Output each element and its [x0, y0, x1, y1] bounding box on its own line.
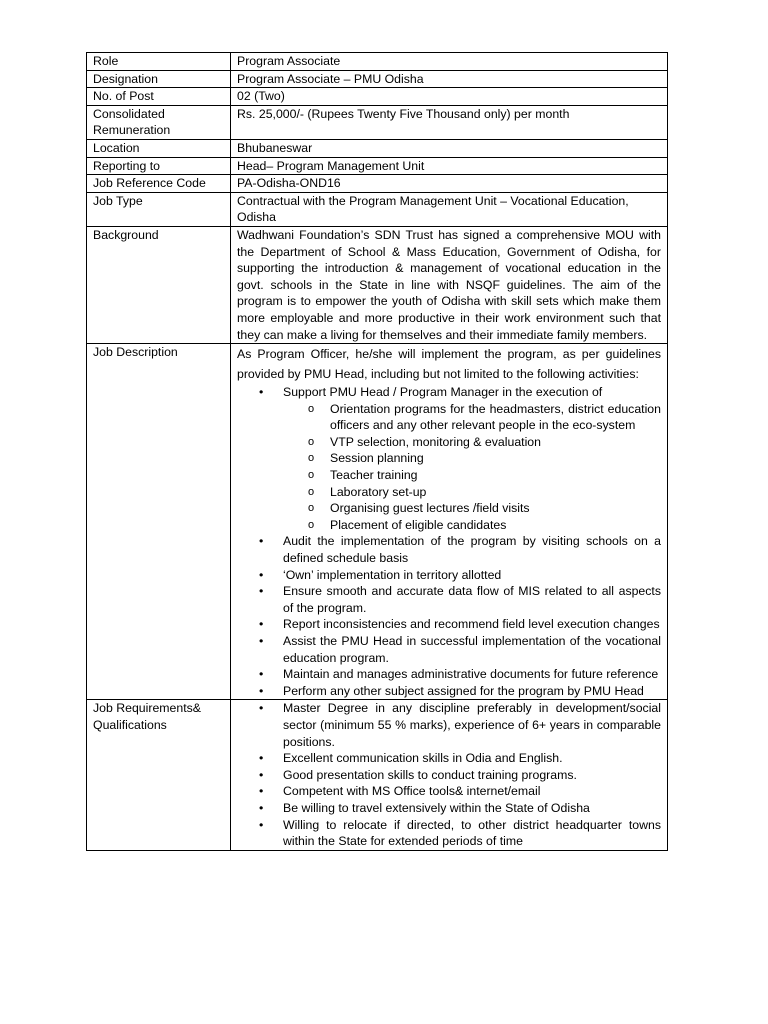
list-item	[283, 384, 661, 533]
reporting-value: Head– Program Management Unit	[231, 157, 668, 175]
list-item: • Be willing to travel extensively within the State of Odisha	[283, 800, 661, 817]
requirements-list	[237, 700, 661, 849]
job-description-intro: As Program Officer, he/she will implement the program, as per guidelines provided by PMU Head, including but not limited to the following activities:	[237, 347, 661, 381]
table-row	[87, 344, 668, 700]
table-row	[87, 157, 668, 175]
list-item: • Ensure smooth and accurate data flow of MIS related to all aspects of the program.	[283, 583, 661, 616]
table-row	[87, 139, 668, 157]
list-item: • Maintain and manages administrative documents for future reference	[283, 666, 661, 683]
list-item: • Master Degree in any discipline preferably in development/social sector (minimum 55 % marks), experience of 6+ years in comparable positions.	[283, 700, 661, 750]
remuneration-value: Rs. 25,000/- (Rupees Twenty Five Thousand only) per month	[231, 105, 668, 139]
sub-list-item: o Session planning	[330, 450, 661, 467]
background-value: Wadhwani Foundation’s SDN Trust has signed a comprehensive MOU with the Department of School & Mass Education, Government of Odisha, for supporting the introduction & management of vocational education in the govt. schools in the State in line with NSQF guidelines. The aim of the program is to empower the youth of Odisha with skill sets which make them more employable and more productive in their work environment such that they can make a living for themselves and their immediate family members.	[231, 226, 668, 343]
designation-label: Designation	[87, 70, 231, 88]
location-label: Location	[87, 139, 231, 157]
requirements-value	[231, 700, 668, 850]
location-value: Bhubaneswar	[231, 139, 668, 157]
role-value: Program Associate	[231, 53, 668, 71]
list-item: • Excellent communication skills in Odia and English.	[283, 750, 661, 767]
list-item: • Perform any other subject assigned for the program by PMU Head	[283, 683, 661, 700]
list-item: • Willing to relocate if directed, to other district headquarter towns within the State for extended periods of time	[283, 817, 661, 850]
table-row	[87, 700, 668, 850]
table-row	[87, 88, 668, 106]
list-item: • Audit the implementation of the program by visiting schools on a defined schedule basis	[283, 533, 661, 566]
jobtype-label: Job Type	[87, 192, 231, 226]
list-item: • Assist the PMU Head in successful implementation of the vocational education program.	[283, 633, 661, 666]
job-details-table	[86, 52, 668, 851]
background-label: Background	[87, 226, 231, 343]
reference-label: Job Reference Code	[87, 175, 231, 193]
table-row	[87, 192, 668, 226]
sub-list-item: o Organising guest lectures /field visits	[330, 500, 661, 517]
list-item: • Report inconsistencies and recommend field level execution changes	[283, 616, 661, 633]
reference-value: PA-Odisha-OND16	[231, 175, 668, 193]
table-row	[87, 53, 668, 71]
jobtype-value: Contractual with the Program Management Unit – Vocational Education, Odisha	[231, 192, 668, 226]
job-posting-document	[86, 52, 668, 851]
table-row	[87, 70, 668, 88]
posts-value: 02 (Two)	[231, 88, 668, 106]
sub-list-item: o Orientation programs for the headmasters, district education officers and any other relevant people in the eco-system	[330, 401, 661, 434]
list-item: • Competent with MS Office tools& internet/email	[283, 783, 661, 800]
sub-list-item: o Laboratory set-up	[330, 484, 661, 501]
job-description-label: Job Description	[87, 344, 231, 700]
sub-list-item: o Placement of eligible candidates	[330, 517, 661, 534]
table-row	[87, 105, 668, 139]
reporting-label: Reporting to	[87, 157, 231, 175]
sub-list-item: o VTP selection, monitoring & evaluation	[330, 434, 661, 451]
table-row	[87, 226, 668, 343]
designation-value: Program Associate – PMU Odisha	[231, 70, 668, 88]
sub-list-item: o Teacher training	[330, 467, 661, 484]
list-item: • ‘Own’ implementation in territory allotted	[283, 567, 661, 584]
requirements-label: Job Requirements& Qualifications	[87, 700, 231, 850]
role-label: Role	[87, 53, 231, 71]
posts-label: No. of Post	[87, 88, 231, 106]
list-item: • Good presentation skills to conduct training programs.	[283, 767, 661, 784]
job-description-list	[237, 384, 661, 699]
table-row	[87, 175, 668, 193]
execution-sublist	[283, 401, 661, 534]
remuneration-label: Consolidated Remuneration	[87, 105, 231, 139]
job-description-value	[231, 344, 668, 700]
list-item-text: Support PMU Head / Program Manager in the execution of	[283, 385, 603, 400]
